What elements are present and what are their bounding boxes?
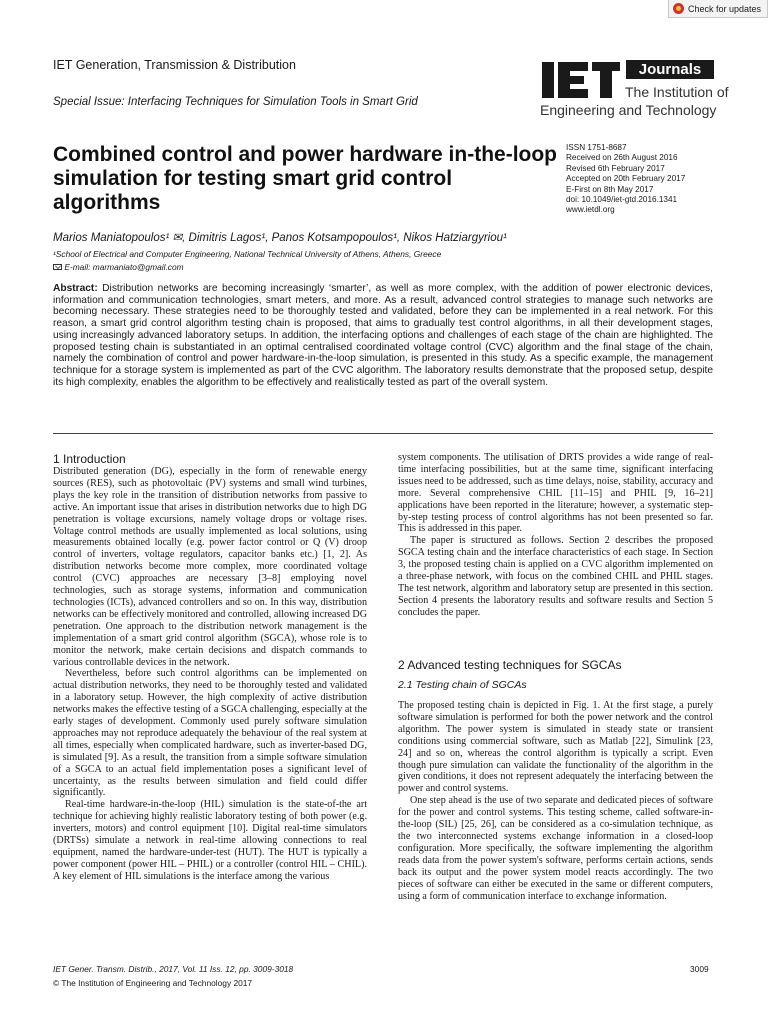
email-text: E-mail: marmaniato@gmail.com	[64, 262, 184, 272]
citation	[53, 964, 293, 974]
iet-logo	[540, 58, 729, 122]
paragraph: Nevertheless, before such control algorithms can be implemented on actual distribution networks, they need to be thoroughly tested and validated in a laboratory setup. However, the high complexity of active distribution networks makes the effective testing of a SGCA challenging, especially at the early stages of development. Commonly used purely software simulation approaches may not reproduce adequately the behaviour of the real system at all times, especially when complicated hardware, such as inverter-based DG, is simulated [9]. As a result, the transition from a simple software simulation of a SGCA to an actual field implementation poses a significant level of uncertainty, as the results between simulation and field could differ significantly.	[53, 668, 367, 799]
received-date: Received on 26th August 2016	[566, 153, 678, 163]
paragraph: One step ahead is the use of two separate and dedicated pieces of software for the power and control systems. This testing scheme, called software-in-the-loop (SIL) [25, 26], can be considered as a co-simulation technique, as the two interconnected systems exchange information in a closed-loop configuration. More specifically, the software implementing the algorithm reads data from the power system's software, performs certain actions, sends back its output and the power system model reacts accordingly. The two pieces of software can either be executed in the same or different computers, using a form of communication interface to exchange information.	[398, 795, 713, 902]
article-title: Combined control and power hardware in-the-loop simulation for testing smart grid control algorithms	[53, 143, 558, 214]
paragraph: The proposed testing chain is depicted in Fig. 1. At the first stage, a purely software simulation is performed for both the power network and the control algorithm. The power system is simulated in steady state or transient conditions using commercial software, such as Matlab [22], Simulink [23, 24] and so on, whereas the control algorithm is typically a script. Even though pure simulation can validate the functionality of the algorithm in the given conditions, it does not represent adequately the interfacing between the power and control systems.	[398, 700, 713, 795]
issn: ISSN 1751-8687	[566, 143, 627, 152]
special-issue: Special Issue: Interfacing Techniques for Simulation Tools in Smart Grid	[53, 96, 418, 108]
copyright: © The Institution of Engineering and Technology 2017	[53, 978, 253, 988]
divider	[53, 433, 713, 434]
efirst-date: E-First on 8th May 2017	[566, 184, 654, 194]
paragraph: Distributed generation (DG), especially in the form of renewable energy sources (RES), such as photovoltaic (PV) systems and small wind turbines, plays the key role in the transition of distribution networks from passive to active. An important issue that arises in distribution networks due to high DG penetration is voltage excursions, namely voltage drops or voltage rises. Voltage control methods are usually implemented as local solutions, using measurements obtained locally (e.g. power factor control or Q (V) droop control of inverters, voltage regulators, capacitor banks etc.) [1, 2]. As distribution networks become more complex, more coordinated voltage control (CVC) approaches are necessary [3–8] employing novel technologies, such as storage systems, information and communication technologies (ICTs), advanced controllers and so on. In this way, distribution networks can be effectively monitored and controlled, allowing increased DG penetration. One approach to the distribution network management is the implementation of a smart grid control algorithm (SGCA), whose role is to monitor the network, make certain decisions and dispatch commands to various controllable devices in the network.	[53, 466, 367, 668]
section-2-1-heading: 2.1 Testing chain of SGCAs	[398, 679, 527, 691]
website-link[interactable]: www.ietdl.org	[566, 205, 615, 215]
iet-letters-icon	[540, 58, 620, 100]
abstract	[53, 283, 713, 388]
left-column	[53, 466, 367, 883]
institution-line-1: The Institution of	[625, 84, 729, 100]
right-column-top	[398, 452, 713, 619]
abstract-text: Distribution networks are becoming increasingly ‘smarter’, as well as more complex, with the addition of power electronic devices, information and communication technologies, smart meters, and more. As a result, advanced control strategies to manage such networks are becoming necessary. These strategies need to be thoroughly tested and validated, before they can be implemented in a real network. For this reason, a smart grid control algorithm testing chain is proposed, that aims to gradually test control algorithms, in all their development stages, using increasingly advanced laboratory setups. In addition, the interfacing options and challenges of each stage of the chain are highlighted. The proposed testing chain is substantiated in an optimal centralised coordinated voltage control (CVC) algorithm and the final stage of the chain, namely the combination of control and power hardware-in-the-loop simulation, is presented in this study. As a specific example, the management technique for a storage system is implemented as part of the CVC algorithm. The laboratory results demonstrate that the proposed setup, despite its high complexity, enables the algorithm to be effectively and realistically tested as part of the overall system.	[53, 283, 713, 388]
section-2-heading: 2 Advanced testing techniques for SGCAs	[398, 658, 622, 672]
section-1-heading: 1 Introduction	[53, 452, 126, 466]
article-meta	[566, 143, 736, 216]
email-line[interactable]	[53, 262, 184, 272]
accepted-date: Accepted on 20th February 2017	[566, 174, 686, 184]
citation-text: IET Gener. Transm. Distrib., 2017, Vol. 11 Iss. 12, pp. 3009-3018	[53, 964, 294, 974]
affiliation: ¹School of Electrical and Computer Engineering, National Technical University of Athens, Athens, Greece	[53, 249, 442, 259]
abstract-label: Abstract:	[53, 283, 98, 294]
updates-icon	[673, 3, 684, 14]
authors: Marios Maniatopoulos¹ ✉, Dimitris Lagos¹, Panos Kotsampopoulos¹, Nikos Hatziargyriou¹	[53, 232, 507, 244]
journal-name: IET Generation, Transmission & Distribution	[53, 58, 296, 72]
institution-line-2: Engineering and Technology	[540, 102, 717, 118]
envelope-icon	[53, 264, 62, 270]
paragraph: system components. The utilisation of DRTS provides a wide range of real-time interfacing possibilities, but at the same time, significant interfacing issues need to be addressed, such as time delays, noise, stability, accuracy and more. Several comprehensive CHIL [11–15] and PHIL [9, 16–21] applications have been reported in the literature; however, a systematic step-by-step testing process of control algorithms has not been presented so far. This is addressed in this paper.	[398, 452, 713, 535]
check-for-updates-button[interactable]	[668, 0, 768, 18]
journals-label: Journals	[626, 60, 714, 79]
check-for-updates-label: Check for updates	[688, 3, 762, 14]
page-number: 3009	[690, 964, 709, 974]
right-column-bottom	[398, 700, 713, 902]
paragraph: Real-time hardware-in-the-loop (HIL) simulation is the state-of-the art technique for achieving highly realistic laboratory testing of both power (e.g. inverters, motors) and control equipment [10]. Digital real-time simulators (DRTSs) simulate a network in real-time allowing connections to real equipment, named the hardware-under-test (HUT). The HUT is typically a power component (power HIL – PHIL) or a controller (control HIL – CHIL). A key element of HIL simulations is the interface among the various	[53, 799, 367, 882]
paragraph: The paper is structured as follows. Section 2 describes the proposed SGCA testing chain and the interface characteristics of each stage. In Section 3, the proposed testing chain is applied on a CVC algorithm implemented on a three-phase network, with focus on the combined CHIL and PHIL stages. The test network, algorithm and laboratory setup are presented in this section. Section 4 presents the laboratory results and software results and Section 5 concludes the paper.	[398, 535, 713, 618]
revised-date: Revised 6th February 2017	[566, 163, 665, 173]
doi-link[interactable]: doi: 10.1049/iet-gtd.2016.1341	[566, 195, 678, 205]
